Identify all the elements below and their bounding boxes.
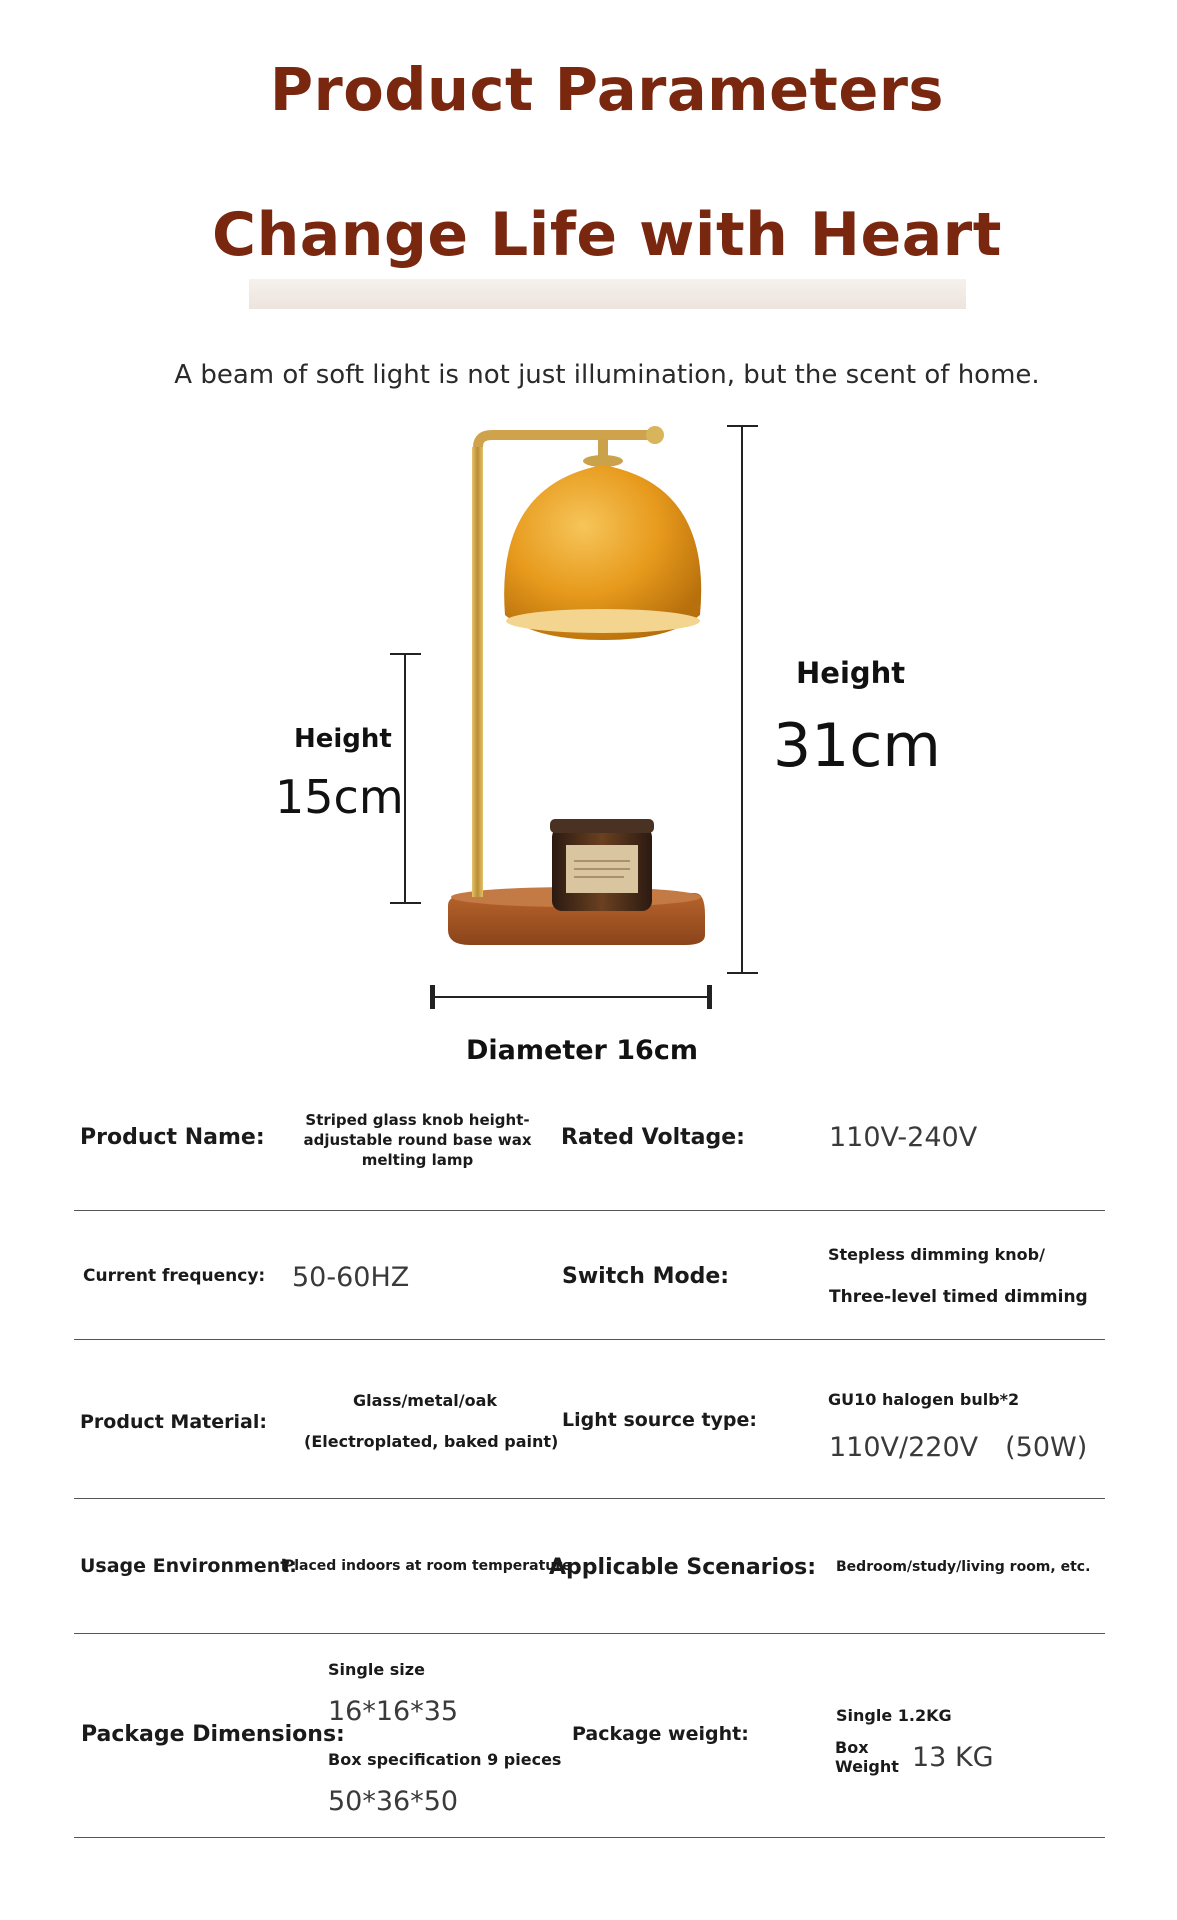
row-divider [74, 1339, 1105, 1340]
switch-mode-value-2: Three-level timed dimming [829, 1287, 1088, 1307]
rated-voltage-value: 110V-240V [829, 1122, 978, 1153]
package-dimensions-key: Package Dimensions: [81, 1722, 345, 1747]
scenarios-key: Applicable Scenarios: [549, 1555, 817, 1580]
box-weight-label-1: Box [835, 1738, 869, 1757]
light-source-value-1: GU10 halogen bulb*2 [828, 1390, 1020, 1409]
product-name-line-1: Striped glass knob height- [305, 1111, 530, 1129]
page-subtitle: Change Life with Heart [212, 200, 1002, 270]
material-value-1: Glass/metal/oak [353, 1391, 498, 1410]
small-height-label: Height [294, 724, 392, 754]
current-frequency-value: 50-60HZ [292, 1262, 410, 1293]
small-height-value: 15cm [275, 770, 404, 824]
small-height-cap-top [390, 653, 421, 655]
product-name-value [295, 1110, 540, 1170]
box-spec-value: 50*36*50 [328, 1786, 459, 1817]
small-height-line [404, 654, 406, 903]
row-divider [74, 1837, 1105, 1838]
current-frequency-key: Current frequency: [83, 1266, 266, 1286]
single-weight: Single 1.2KG [836, 1706, 952, 1725]
row-divider [74, 1633, 1105, 1634]
box-weight-label-2: Weight [835, 1757, 899, 1776]
lamp-illustration [440, 425, 740, 975]
light-source-key: Light source type: [562, 1409, 758, 1431]
usage-value: Placed indoors at room temperature [284, 1558, 572, 1574]
large-height-label: Height [796, 656, 906, 690]
material-value-2: (Electroplated, baked paint) [304, 1432, 559, 1451]
large-height-cap-top [727, 425, 758, 427]
brass-stand [472, 447, 483, 897]
small-height-cap-bottom [390, 902, 421, 904]
product-name-key: Product Name: [80, 1125, 265, 1150]
diameter-label: Diameter 16cm [466, 1035, 698, 1066]
large-height-cap-bottom [727, 972, 758, 974]
row-divider [74, 1210, 1105, 1211]
title-underline-band [249, 279, 966, 309]
single-size-value: 16*16*35 [328, 1696, 459, 1727]
diameter-cap-right [707, 985, 712, 1009]
light-source-value-2: 110V/220V (50W) [829, 1432, 1088, 1463]
switch-mode-value-1: Stepless dimming knob/ [828, 1245, 1045, 1264]
usage-key: Usage Environment: [80, 1555, 297, 1577]
product-name-line-3: melting lamp [361, 1151, 474, 1169]
package-weight-key: Package weight: [572, 1723, 749, 1745]
diameter-line [431, 996, 710, 998]
row-divider [74, 1498, 1105, 1499]
product-name-line-2: adjustable round base wax [303, 1131, 532, 1149]
box-weight-value: 13 KG [912, 1742, 994, 1773]
page-title: Product Parameters [269, 55, 945, 124]
large-height-line [741, 425, 743, 973]
rated-voltage-key: Rated Voltage: [561, 1125, 745, 1150]
diameter-cap-left [430, 985, 435, 1009]
switch-mode-key: Switch Mode: [562, 1264, 730, 1289]
scenarios-value: Bedroom/study/living room, etc. [836, 1559, 1091, 1575]
box-spec-label: Box specification 9 pieces [328, 1750, 562, 1769]
single-size-label: Single size [328, 1660, 425, 1679]
large-height-value: 31cm [773, 711, 941, 781]
material-key: Product Material: [80, 1411, 267, 1433]
tagline: A beam of soft light is not just illumination, but the scent of home. [174, 360, 1040, 390]
